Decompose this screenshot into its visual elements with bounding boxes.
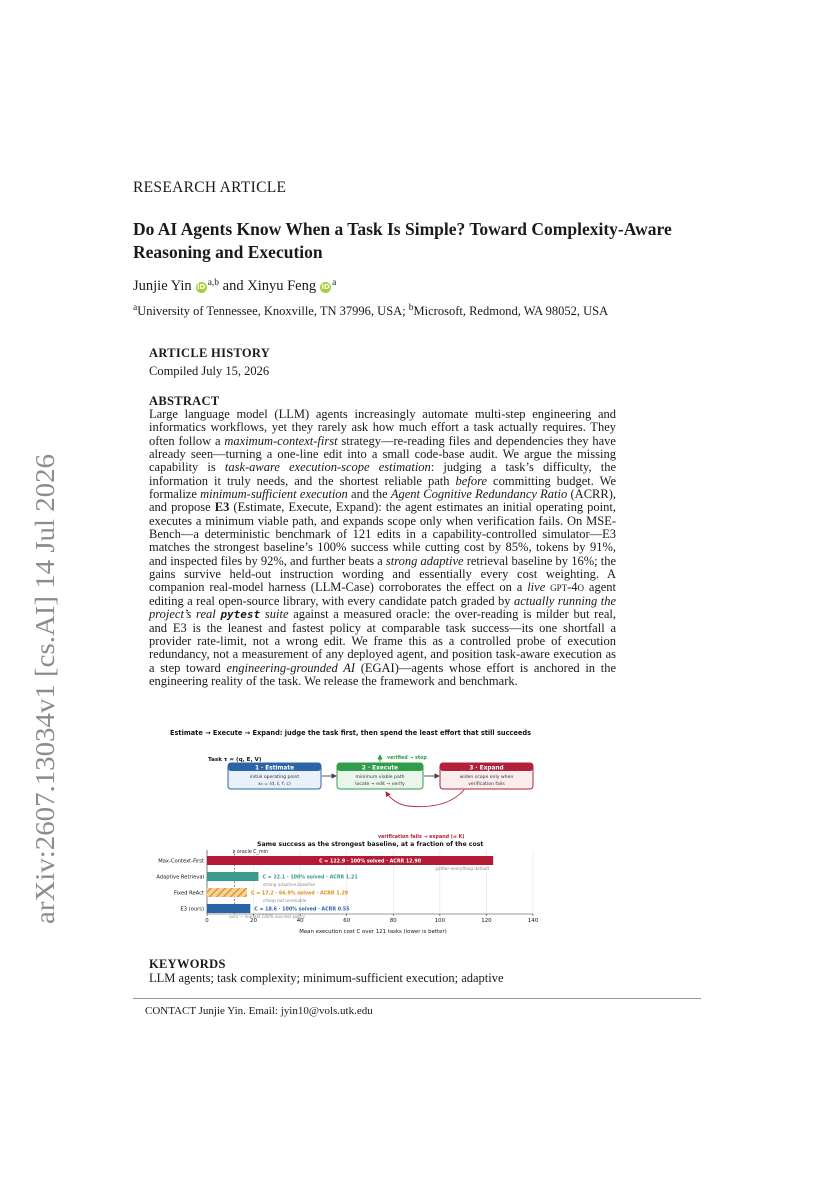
cost-bar-chart bbox=[156, 849, 538, 924]
affiliation-b: Microsoft, Redmond, WA 98052, USA bbox=[413, 304, 609, 318]
bar-note: ours — leanest 100%-success policy bbox=[229, 914, 306, 919]
chart-xlabel: Mean execution cost C over 121 tasks (lower is better) bbox=[299, 929, 447, 935]
author-line bbox=[133, 278, 336, 295]
verified-label: verified → stop bbox=[387, 756, 427, 761]
author-name[interactable]: Junjie Yin bbox=[133, 278, 192, 294]
bar bbox=[207, 872, 258, 881]
affiliation-mark: a bbox=[332, 278, 337, 288]
bar bbox=[207, 888, 247, 897]
paper-title: Do AI Agents Know When a Task Is Simple? Toward Complexity-Aware Reasoning and Execution bbox=[133, 219, 672, 262]
bar-value-label: C = 122.9 · 100% solved · ACRR 12.90 bbox=[319, 859, 422, 865]
affiliation-a: University of Tennessee, Knoxville, TN 37996, USA; bbox=[137, 304, 406, 318]
step-desc: minimum viable path bbox=[355, 775, 405, 780]
step-estimate bbox=[228, 763, 321, 789]
author-name[interactable]: Xinyu Feng bbox=[247, 278, 317, 294]
step-desc: locate → edit → verify bbox=[355, 782, 405, 787]
abstract-heading: ABSTRACT bbox=[149, 394, 220, 408]
bar-value-label: C = 22.1 · 100% solved · ACRR 1.21 bbox=[262, 875, 358, 881]
figure-banner: Estimate → Execute → Expand: judge the task first, then spend the least effort that still succeeds bbox=[170, 729, 532, 737]
footnote-rule bbox=[133, 998, 701, 999]
x-tick-label: 80 bbox=[389, 918, 397, 924]
keywords-list: LLM agents; task complexity; minimum-sufficient execution; adaptive bbox=[149, 971, 504, 985]
task-label: Task τ = (q, E, V) bbox=[208, 757, 262, 763]
y-category-label: Adaptive Retrieval bbox=[156, 874, 204, 881]
affiliation-mark: a,b bbox=[207, 278, 220, 288]
affiliation-mark: a bbox=[133, 303, 138, 313]
author-joiner: and bbox=[222, 278, 244, 294]
fail-label: verification fails → expand (≤ K) bbox=[378, 835, 465, 840]
y-category-label: Max-Context-First bbox=[158, 858, 204, 865]
y-category-label: Fixed ReAct bbox=[174, 890, 204, 897]
orcid-icon[interactable]: iD bbox=[321, 283, 330, 291]
bar-value-label: C = 18.6 · 100% solved · ACRR 0.55 bbox=[254, 907, 350, 913]
step-execute bbox=[337, 763, 423, 789]
compiled-date: Compiled July 15, 2026 bbox=[149, 364, 270, 378]
bar-note: strong adaptive baseline bbox=[263, 882, 315, 887]
abstract-body: Large language model (LLM) agents increasingly automate multi-step engineering and informatics workflows, yet they rarely ask how much effort a task actually requires. They often follow a maximum-context-first strategy—re-reading files and dependencies they have already seen—turning a one-line edit into a small code-base audit. We argue the missing capability is task-aware execution-scope estimation: judging a task’s difficulty, the information it truly needs, and the shortest reliable path before committing budget. We formalize minimum-sufficient execution and the Agent Cognitive Redundancy Ratio (ACRR), and propose E3 (Estimate, Execute, Expand): the agent estimates an initial operating point, executes a minimum viable path, and expands scope only when verification fails. On MSE-Bench—a deterministic benchmark of 121 edits in a capability-controlled simulator—E3 matches the strongest baseline’s 100% success while cutting cost by 85%, tokens by 91%, and inspected files by 92%, and further beats a strong adaptive retrieval baseline by 16%; the gains survive held-out instruction wording and essentially every cost weighting. A companion real-model harness (LLM-Case) corroborates the effect on a live gpt-4o agent editing a real open-source library, with every candidate patch graded by actually running the project’s real pytest suite against a measured oracle: the over-reading is milder but real, and E3 is the leanest and fastest policy at comparable task success—its one shortfall a provider rate-limit, not a wrong edit. We frame this as a controlled probe of execution redundancy, not a measurement of any deployed agent, and position task-aware execution as a step toward engineering-grounded AI (EGAI)—agents whose effort is anchored in the engineering reality of the task. We release the framework and benchmark. bbox=[149, 407, 617, 688]
step-title: 2 · Execute bbox=[361, 765, 399, 772]
chart-title: Same success as the strongest baseline, at a fraction of the cost bbox=[257, 841, 484, 848]
contact-footnote: CONTACT Junjie Yin. Email: jyin10@vols.utk.edu bbox=[145, 1005, 373, 1017]
article-category: RESEARCH ARTICLE bbox=[133, 179, 287, 196]
bar-note: cheap but unreliable bbox=[263, 898, 307, 903]
step-desc: widen scope only when bbox=[459, 775, 514, 780]
x-tick-label: 0 bbox=[205, 918, 209, 924]
x-tick-label: 140 bbox=[527, 918, 539, 924]
affiliations bbox=[133, 304, 608, 319]
arxiv-identifier-stamp bbox=[16, 450, 66, 930]
affiliation-mark: b bbox=[408, 303, 414, 313]
x-tick-label: 60 bbox=[343, 918, 351, 924]
bar-value-label: C = 17.2 · 66.9% solved · ACRR 1.29 bbox=[251, 891, 349, 897]
oracle-label: ↓ oracle C_min bbox=[231, 850, 269, 855]
arxiv-identifier-text: arXiv:2607.13034v1 [cs.AI] 14 Jul 2026 bbox=[29, 476, 60, 924]
expand-loop-arrow bbox=[386, 790, 464, 807]
step-title: 1 · Estimate bbox=[254, 765, 295, 772]
step-desc: x₀ = (d, ℓ, f, c) bbox=[258, 782, 291, 787]
y-category-label: E3 (ours) bbox=[180, 906, 204, 913]
bar-note: gather everything default bbox=[435, 866, 490, 871]
step-title: 3 · Expand bbox=[469, 765, 504, 772]
orcid-icon[interactable]: iD bbox=[197, 283, 206, 291]
step-desc: verification fails bbox=[468, 782, 505, 787]
step-expand bbox=[440, 763, 533, 789]
history-heading: ARTICLE HISTORY bbox=[149, 346, 271, 360]
abstract-figure bbox=[146, 726, 570, 938]
x-tick-label: 120 bbox=[481, 918, 492, 924]
step-desc: initial operating point bbox=[249, 775, 300, 780]
bar bbox=[207, 904, 250, 913]
keywords-heading: KEYWORDS bbox=[149, 957, 226, 971]
x-tick-label: 100 bbox=[434, 918, 446, 924]
x-tick-label: 40 bbox=[296, 918, 304, 924]
x-tick-label: 20 bbox=[250, 918, 258, 924]
